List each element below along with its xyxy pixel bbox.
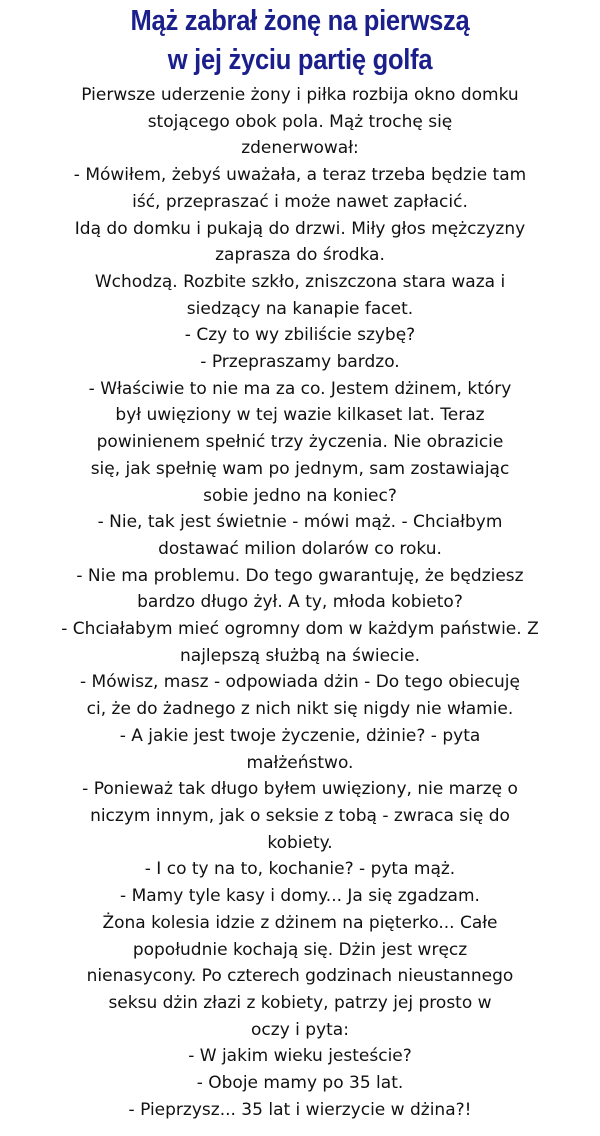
body-line: nienasycony. Po czterech godzinach nieustannego bbox=[86, 966, 514, 987]
body-line: - A jakie jest twoje życzenie, dżinie? - pyta bbox=[119, 725, 481, 746]
body-line: - Przepraszamy bardzo. bbox=[200, 352, 400, 373]
joke-title bbox=[36, 2, 564, 80]
title-line: Mąż zabrał żonę na pierwszą bbox=[130, 5, 470, 37]
body-line: się, jak spełnię wam po jednym, sam zostawiając bbox=[90, 458, 510, 479]
body-line: bardzo długo żył. A ty, młoda kobieto? bbox=[137, 592, 463, 613]
title-line: w jej życiu partię golfa bbox=[167, 44, 433, 76]
body-line: zaprasza do środka. bbox=[215, 245, 385, 266]
body-line: popołudnie kochają się. Dżin jest wręcz bbox=[132, 939, 468, 960]
body-line: zdenerwował: bbox=[241, 138, 359, 159]
body-line: powinienem spełnić trzy życzenia. Nie obrazicie bbox=[96, 432, 504, 453]
body-line: stojącego obok pola. Mąż trochę się bbox=[147, 111, 453, 132]
body-line: - W jakim wieku jesteście? bbox=[188, 1046, 412, 1067]
body-line: Wchodzą. Rozbite szkło, zniszczona stara waza i bbox=[94, 271, 506, 292]
body-line: sobie jedno na koniec? bbox=[203, 485, 397, 506]
body-line: małżeństwo. bbox=[246, 752, 354, 773]
body-line: był uwięziony w tej wazie kilkaset lat. Teraz bbox=[115, 405, 485, 426]
body-line: - Chciałabym mieć ogromny dom w każdym państwie. Z bbox=[61, 619, 539, 640]
body-line: - Mówiłem, żebyś uważała, a teraz trzeba będzie tam bbox=[73, 165, 527, 186]
joke-body bbox=[0, 82, 600, 1123]
body-line: - Nie, tak jest świetnie - mówi mąż. - Chciałbym bbox=[97, 512, 503, 533]
body-line: ci, że do żadnego z nich nikt się nigdy nie włamie. bbox=[86, 699, 514, 720]
body-line: Żona kolesia idzie z dżinem na pięterko... Całe bbox=[102, 912, 498, 933]
body-line: seksu dżin złazi z kobiety, patrzy jej prosto w bbox=[108, 992, 492, 1013]
body-line: siedzący na kanapie facet. bbox=[186, 298, 414, 319]
body-line: - Nie ma problemu. Do tego gwarantuję, że będziesz bbox=[76, 565, 524, 586]
body-line: - Oboje mamy po 35 lat. bbox=[196, 1073, 404, 1094]
body-line: - Ponieważ tak długo byłem uwięziony, nie marzę o bbox=[82, 779, 518, 800]
body-line: dostawać milion dolarów co roku. bbox=[158, 538, 442, 559]
body-line: - Pieprzysz... 35 lat i wierzycie w dżina?! bbox=[128, 1099, 472, 1120]
body-line: - Mamy tyle kasy i domy... Ja się zgadzam. bbox=[120, 886, 480, 907]
body-line: oczy i pyta: bbox=[251, 1019, 349, 1040]
body-line: - Czy to wy zbiliście szybę? bbox=[184, 325, 416, 346]
body-line: Pierwsze uderzenie żony i piłka rozbija okno domku bbox=[81, 85, 519, 105]
body-line: najlepszą służbą na świecie. bbox=[180, 645, 420, 666]
body-line: Idą do domku i pukają do drzwi. Miły głos mężczyzny bbox=[74, 218, 526, 239]
body-line: - I co ty na to, kochanie? - pyta mąż. bbox=[144, 859, 456, 880]
body-line: - Mówisz, masz - odpowiada dżin - Do tego obiecuję bbox=[79, 672, 520, 693]
body-line: niczym innym, jak o seksie z tobą - zwraca się do bbox=[90, 805, 510, 826]
body-line: iść, przepraszać i może nawet zapłacić. bbox=[132, 191, 468, 212]
body-line: kobiety. bbox=[267, 832, 333, 853]
body-line: - Właściwie to nie ma za co. Jestem dżinem, który bbox=[88, 378, 512, 399]
